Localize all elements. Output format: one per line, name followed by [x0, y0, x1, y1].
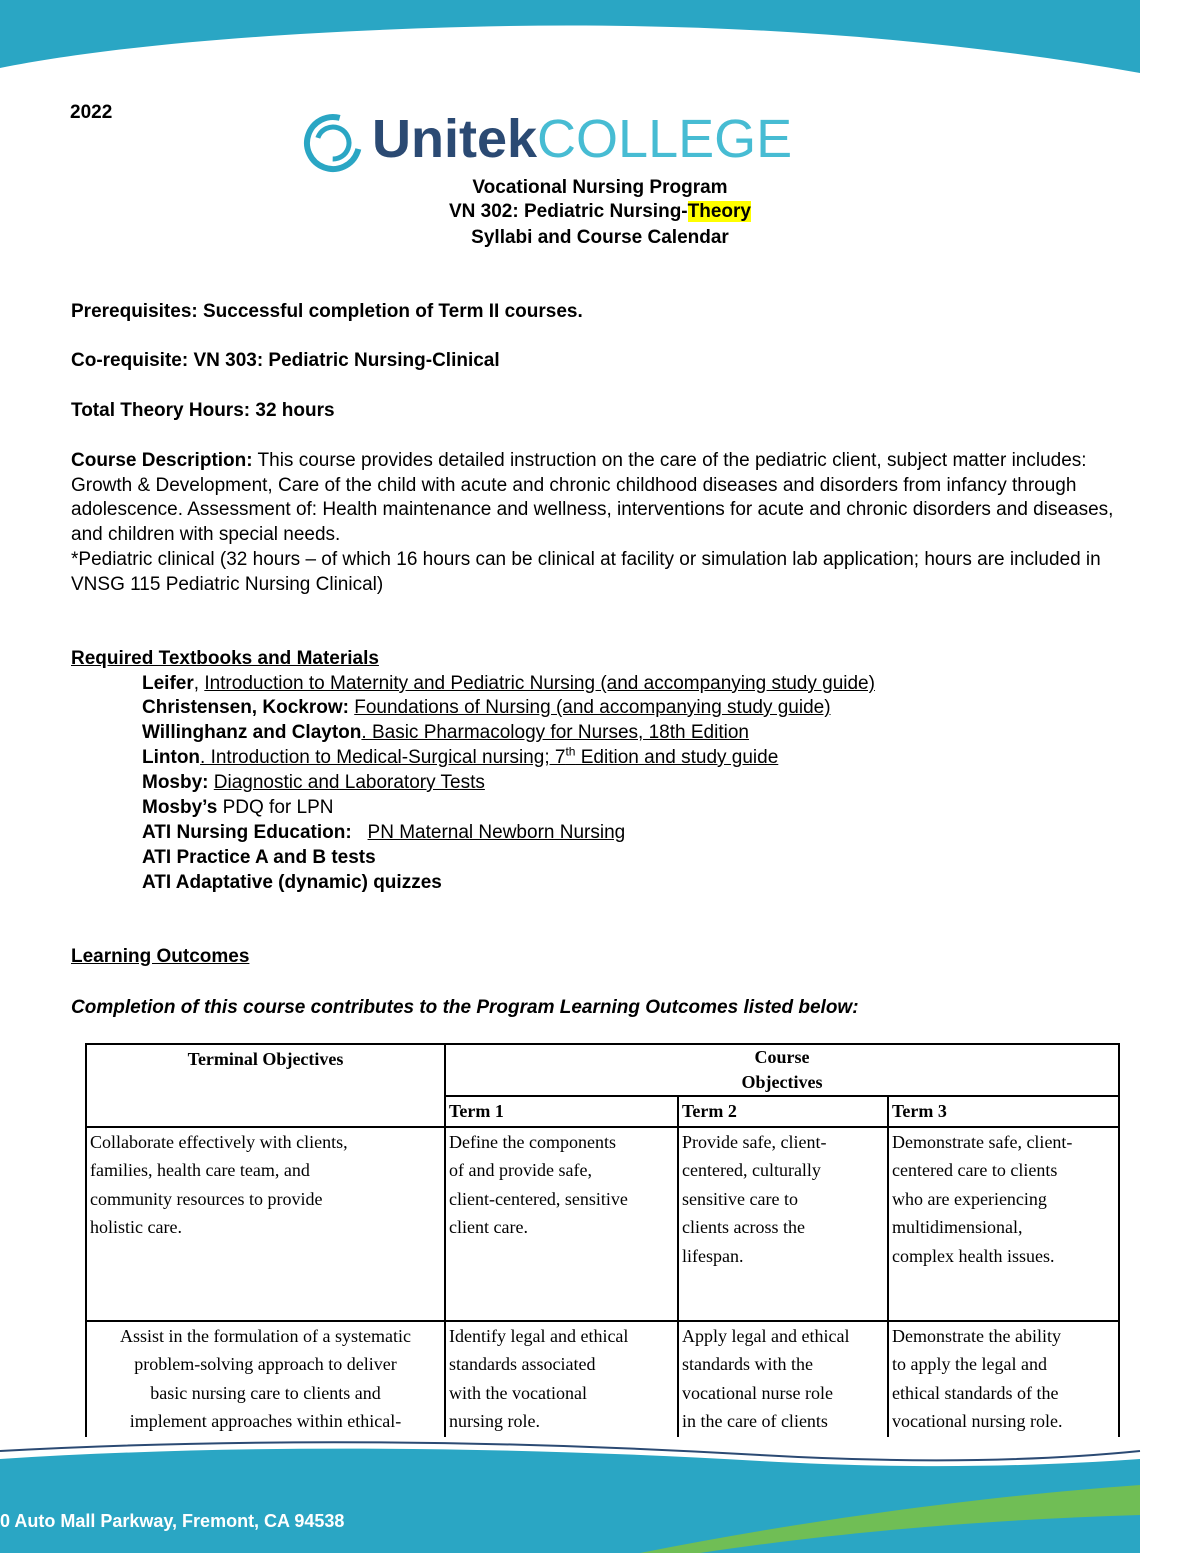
term1-objective-cell: Identify legal and ethical standards associated with the vocational nursing role. — [445, 1321, 678, 1443]
objectives-table — [85, 1043, 1120, 1444]
term2-header: Term 2 — [678, 1096, 888, 1127]
textbook-item: Leifer, Introduction to Maternity and Pediatric Nursing (and accompanying study guide) — [142, 673, 875, 694]
textbook-item: Linton. Introduction to Medical-Surgical nursing; 7th Edition and study guide — [142, 744, 779, 768]
prerequisites: Prerequisites: Successful completion of Term II courses. — [71, 301, 583, 322]
learning-outcomes-intro: Completion of this course contributes to the Program Learning Outcomes listed below: — [71, 997, 859, 1018]
corequisite: Co-requisite: VN 303: Pediatric Nursing-Clinical — [71, 350, 500, 371]
program-title: Vocational Nursing Program — [472, 177, 728, 198]
textbook-item: ATI Practice A and B tests — [142, 847, 376, 868]
textbook-item: ATI Nursing Education: PN Maternal Newborn Nursing — [142, 822, 626, 843]
syllabi-title: Syllabi and Course Calendar — [471, 227, 729, 248]
learning-outcomes-heading: Learning Outcomes — [71, 946, 250, 967]
term3-objective-cell: Demonstrate safe, client- centered care to clients who are experiencing multidimensional, complex health issues. — [888, 1127, 1119, 1321]
top-wave-banner — [0, 0, 1200, 80]
logo-word-college: COLLEGE — [537, 109, 793, 169]
term1-header: Term 1 — [445, 1096, 678, 1127]
pediatric-clinical-note: *Pediatric clinical (32 hours – of which 16 hours can be clinical at facility or simulation lab application; hours are included in VNSG 115 Pediatric Nursing Clinical) — [71, 548, 1101, 595]
term2-objective-cell: Apply legal and ethical standards with the vocational nurse role in the care of clients — [678, 1321, 888, 1443]
course-description — [71, 449, 1141, 597]
course-title-highlight: Theory — [687, 201, 751, 222]
course-objectives-header: Course Objectives — [445, 1044, 1119, 1096]
footer-address: 0 Auto Mall Parkway, Fremont, CA 94538 — [0, 1511, 345, 1531]
term3-header: Term 3 — [888, 1096, 1119, 1127]
terminal-objectives-header: Terminal Objectives — [86, 1044, 445, 1127]
table-row — [86, 1127, 1119, 1321]
college-logo — [300, 108, 793, 170]
logo-word-unitek: Unitek — [372, 109, 538, 169]
textbook-item: Mosby’s PDQ for LPN — [142, 797, 334, 818]
textbook-item: Christensen, Kockrow: Foundations of Nursing (and accompanying study guide) — [142, 697, 831, 718]
course-title-prefix: VN 302: Pediatric Nursing- — [449, 201, 688, 222]
course-description-text: This course provides detailed instruction on the care of the pediatric client, subject matter includes: Growth & Development, Care of the child with acute and chronic childhood diseases and disorders from infancy through adolescence. Assessment of: Health maintenance and wellness, interventions for acute and chronic disorders and diseases, and children with special needs. — [71, 450, 1114, 546]
term2-objective-cell: Provide safe, client- centered, culturally sensitive care to clients across the lifespan. — [678, 1127, 888, 1321]
table-row — [86, 1321, 1119, 1443]
bottom-wave-banner — [0, 1437, 1200, 1553]
textbook-item: Willinghanz and Clayton. Basic Pharmacology for Nurses, 18th Edition — [142, 722, 749, 743]
unitek-swirl-icon — [302, 112, 364, 174]
course-title — [0, 200, 1200, 224]
document-year: 2022 — [70, 102, 113, 123]
textbooks-heading: Required Textbooks and Materials — [71, 648, 379, 669]
term1-objective-cell: Define the components of and provide safe, client-centered, sensitive client care. — [445, 1127, 678, 1321]
textbook-item: ATI Adaptative (dynamic) quizzes — [142, 872, 442, 893]
total-theory-hours: Total Theory Hours: 32 hours — [71, 400, 335, 421]
textbook-item: Mosby: Diagnostic and Laboratory Tests — [142, 772, 485, 793]
course-description-label: Course Description: — [71, 450, 253, 471]
term3-objective-cell: Demonstrate the ability to apply the legal and ethical standards of the vocational nursing role. — [888, 1321, 1119, 1443]
terminal-objective-cell: Collaborate effectively with clients, families, health care team, and community resources to provide holistic care. — [86, 1127, 445, 1321]
terminal-objective-cell: Assist in the formulation of a systematic problem-solving approach to deliver basic nursing care to clients and implement approaches within ethical- — [86, 1321, 445, 1443]
